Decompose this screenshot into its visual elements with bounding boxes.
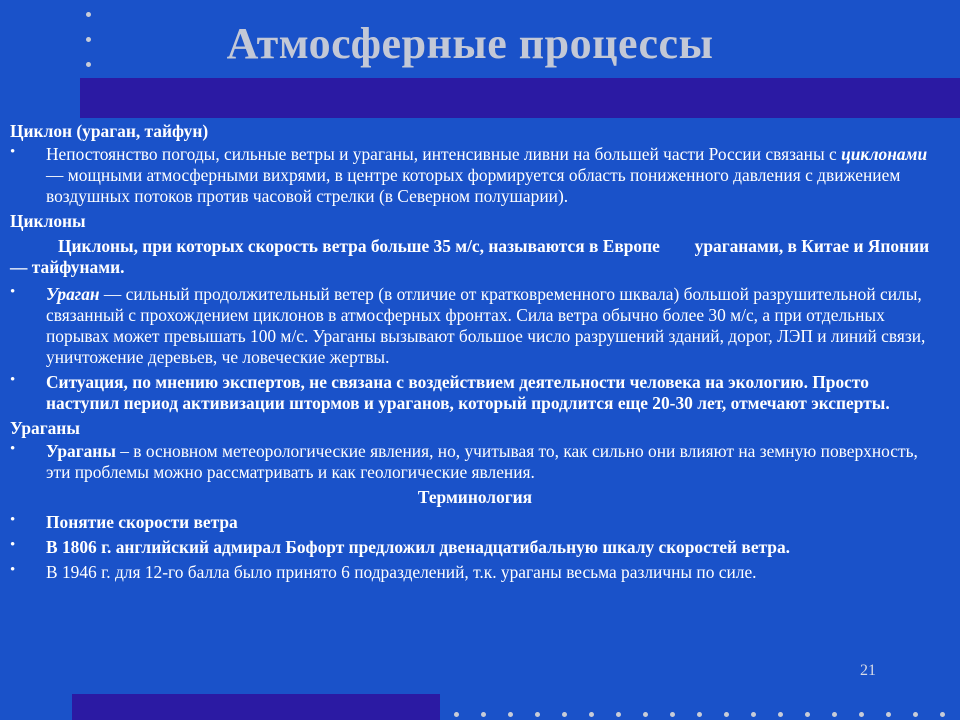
heading-cyclone: Циклон (ураган, тайфун) [10,121,209,141]
decor-dot [454,712,459,717]
bullet-item [10,284,940,368]
bullet-text: В 1806 г. английский адмирал Бофорт предложил двенадцатибальную шкалу скоростей ветра. [46,537,791,557]
slide-content [10,119,940,587]
bullet-icon: • [10,441,16,457]
heading-hurricanes: Ураганы [10,418,80,438]
bullet-text-emph: циклонами [841,144,928,164]
decor-dot [670,712,675,717]
bullet-text: — сильный продолжительный ветер (в отличие от кратковременного шквала) большой разрушительной силы, связанный с прохождением циклонов в атмосферных фронтах. Сила ветра обычно более 30 м/с, а при отдельных порывах может превышать 100 м/с. Ураганы вызывают большое число разрушений зданий, дорог, ЛЭП и линий связи, уничтожение деревьев, че ловеческие жертвы. [46,284,926,367]
page-number: 21 [860,662,876,679]
decor-dot [616,712,621,717]
decor-dot [481,712,486,717]
decor-dot [940,712,945,717]
bullet-text: Ситуация, по мнению экспертов, не связана с воздействием деятельности человека на экологию. Просто наступил период активизации штормов и ураганов, который продлится еще 20-30 лет, отмечают эксперты. [46,372,890,413]
bullet-text: — мощными атмосферными вихрями, в центре которых формируется область пониженного давления с движением воздушных потоков против часовой стрелки (в Северном полушарии). [46,165,901,206]
decor-dot [832,712,837,717]
decor-dot [913,712,918,717]
bullet-item [10,512,940,533]
decor-dot [535,712,540,717]
bullet-icon: • [10,144,16,160]
decor-dot [643,712,648,717]
decor-dot [589,712,594,717]
bullet-icon: • [10,372,16,388]
bullet-icon: • [10,512,16,528]
decor-band-top [80,78,960,118]
bullet-item [10,562,940,583]
bullet-item [10,144,940,207]
bullet-item [10,441,940,483]
bullet-text: – в основном метеорологические явления, но, учитывая то, как сильно они влияют на земную поверхность, эти проблемы можно рассматривать и как геологические явления. [46,441,918,482]
decor-dot [778,712,783,717]
decor-dot [859,712,864,717]
cyclones-note: Циклоны, при которых скорость ветра больше 35 м/с, называются в Европе ураганами, в Китае и Японии — тайфунами. [10,236,934,277]
bullet-icon: • [10,562,16,578]
decor-dot [562,712,567,717]
decor-dot [724,712,729,717]
bullet-text-emph: Ураган [46,284,100,304]
slide-title: Атмосферные процессы [226,19,714,68]
decor-dot [751,712,756,717]
heading-cyclones: Циклоны [10,211,86,231]
decor-dot [86,12,91,17]
bullet-item [10,372,940,414]
bullet-text: Понятие скорости ветра [46,512,238,532]
decor-dot [886,712,891,717]
bullet-icon: • [10,537,16,553]
heading-terminology: Терминология [417,487,533,507]
decor-band-bottom [72,694,440,720]
bullet-text-emph: Ураганы [46,441,116,461]
bullet-text: В 1946 г. для 12-го балла было принято 6 подразделений, т.к. ураганы весьма различны по силе. [46,562,757,582]
bullet-text: Непостоянство погоды, сильные ветры и ураганы, интенсивные ливни на большей части России связаны с [46,144,842,164]
bullet-item [10,537,940,558]
decor-dot [805,712,810,717]
decor-dot [508,712,513,717]
decor-dot [697,712,702,717]
bullet-icon: • [10,284,16,300]
